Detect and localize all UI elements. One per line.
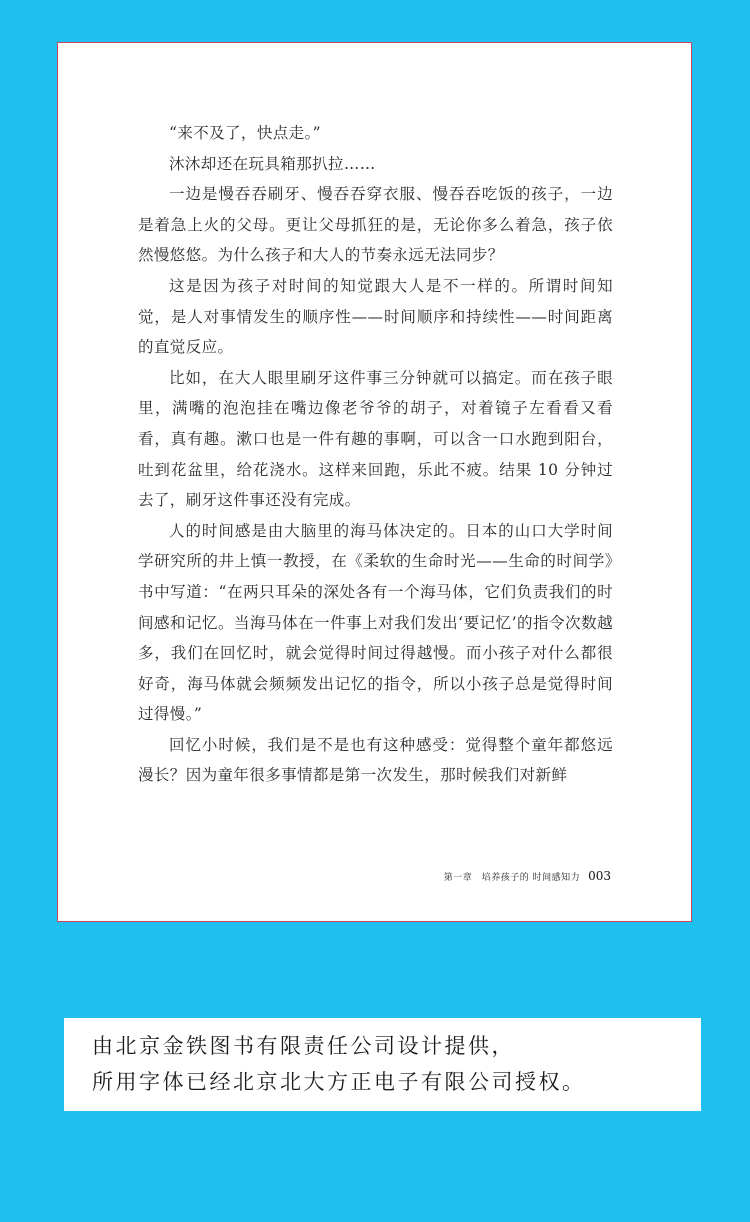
paragraph: “来不及了，快点走。” xyxy=(169,124,321,142)
paragraph: 人的时间感是由大脑里的海马体决定的。日本的山口大学时间学研究所的井上慎一教授，在《柔软的生命时光——生命的时间学》书中写道：“在两只耳朵的深处各有一个海马体，它们负责我们的时间感和记忆。当海马体在一件事上对我们发出‘要记忆’的指令次数越多，我们在回忆时，就会觉得时间过得越慢。而小孩子对什么都很好奇，海马体就会频频发出记忆的指令，所以小孩子总是觉得时间过得慢。” xyxy=(138,521,613,724)
paragraph: 回忆小时候，我们是不是也有这种感受：觉得整个童年都悠远漫长？因为童年很多事情都是第一次发生，那时候我们对新鲜 xyxy=(138,735,613,785)
book-page xyxy=(57,42,692,922)
paragraph: 沐沐却还在玩具箱那扒拉…… xyxy=(169,154,376,173)
paragraph: 比如，在大人眼里刷牙这件事三分钟就可以搞定。而在孩子眼里，满嘴的泡泡挂在嘴边像老爷爷的胡子，对着镜子左看看又看看，真有趣。漱口也是一件有趣的事啊，可以含一口水跑到阳台，吐到花盆里，给花浇水。这样来回跑，乐此不疲。结果 10 分钟过去了，刷牙这件事还没有完成。 xyxy=(138,368,613,510)
credit-line-1: 由北京金铁图书有限责任公司设计提供， xyxy=(92,1034,515,1058)
page-number: 003 xyxy=(588,869,611,883)
running-chapter-title: 第一章 培养孩子的 时间感知力 xyxy=(443,873,581,883)
credit-line-2: 所用字体已经北京北大方正电子有限公司授权。 xyxy=(92,1070,586,1094)
paragraph: 一边是慢吞吞刷牙、慢吞吞穿衣服、慢吞吞吃饭的孩子，一边是着急上火的父母。更让父母抓狂的是，无论你多么着急，孩子依然慢悠悠。为什么孩子和大人的节奏永远无法同步？ xyxy=(138,185,613,265)
page-body xyxy=(138,118,613,791)
paragraph: 这是因为孩子对时间的知觉跟大人是不一样的。所谓时间知觉，是人对事情发生的顺序性——时间顺序和持续性——时间距离的直觉反应。 xyxy=(138,276,613,357)
credit-notice xyxy=(64,1018,701,1111)
page-footer xyxy=(444,869,611,883)
